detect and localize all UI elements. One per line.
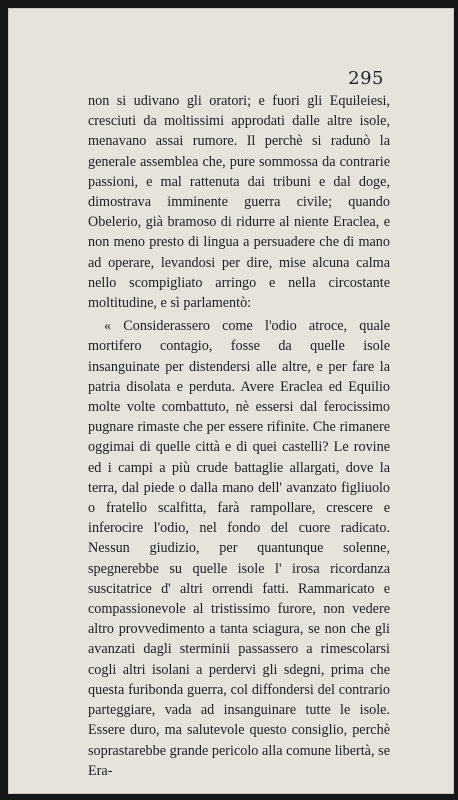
paragraph-1: non si udivano gli oratori; e fuori gli Equileiesi, cresciuti da moltissimi approdati dalle altre isole, menavano assai rumore. Il perchè si radunò la generale assemblea che, pure sommossa da contrarie passioni, e mal rattenuta dai tribuni e dal doge, dimostrava imminente guerra civile; quando Obelerio, già bramoso di ridurre al niente Eraclea, e non meno presto di lingua a persuadere che di mano ad operare, levandosi per dire, mise alcuna calma nello scompigliato arringo e nella circostante moltitudine, e sì parlamentò: [88,93,390,312]
body-text [88,91,390,781]
page-number: 295 [348,68,384,89]
paragraph-2: « Considerassero come l'odio atroce, quale mortifero contagio, fosse da quelle isole insanguinate per distendersi alle altre, e per fare la patria disolata e perduta. Avere Eraclea ed Equilio molte volte combattuto, nè essersi dal ferocissimo pugnare rimaste che per essere rifinite. Che rimanere oggimai di quelle città e di quei castelli? Le rovine ed i campi a più crude battaglie allargati, dove la terra, dal piede o dalla mano dell' avanzato figliuolo o fratello scalfitta, farà rampollare, crescere e inferocire l'odio, nel fondo del cuore radicato. Nessun giudizio, per quantunque solenne, spegnerebbe su quelle isole l' irosa ricordanza suscitatrice d' altri orrendi fatti. Rammaricato e compassionevole al tristissimo furore, non vedere altro provvedimento a tanta sciagura, se non che gli avanzati dagli sterminii passassero a rimescolarsi cogli altri isolani a perdervi gli sdegni, prima che questa furibonda guerra, col diffondersi del contrario parteggiare, vada ad insanguinare tutte le isole. Essere duro, ma salutevole questo consiglio, perchè soprastarebbe grande pericolo alla comune libertà, se Era- [88,318,390,779]
book-page [8,8,454,794]
